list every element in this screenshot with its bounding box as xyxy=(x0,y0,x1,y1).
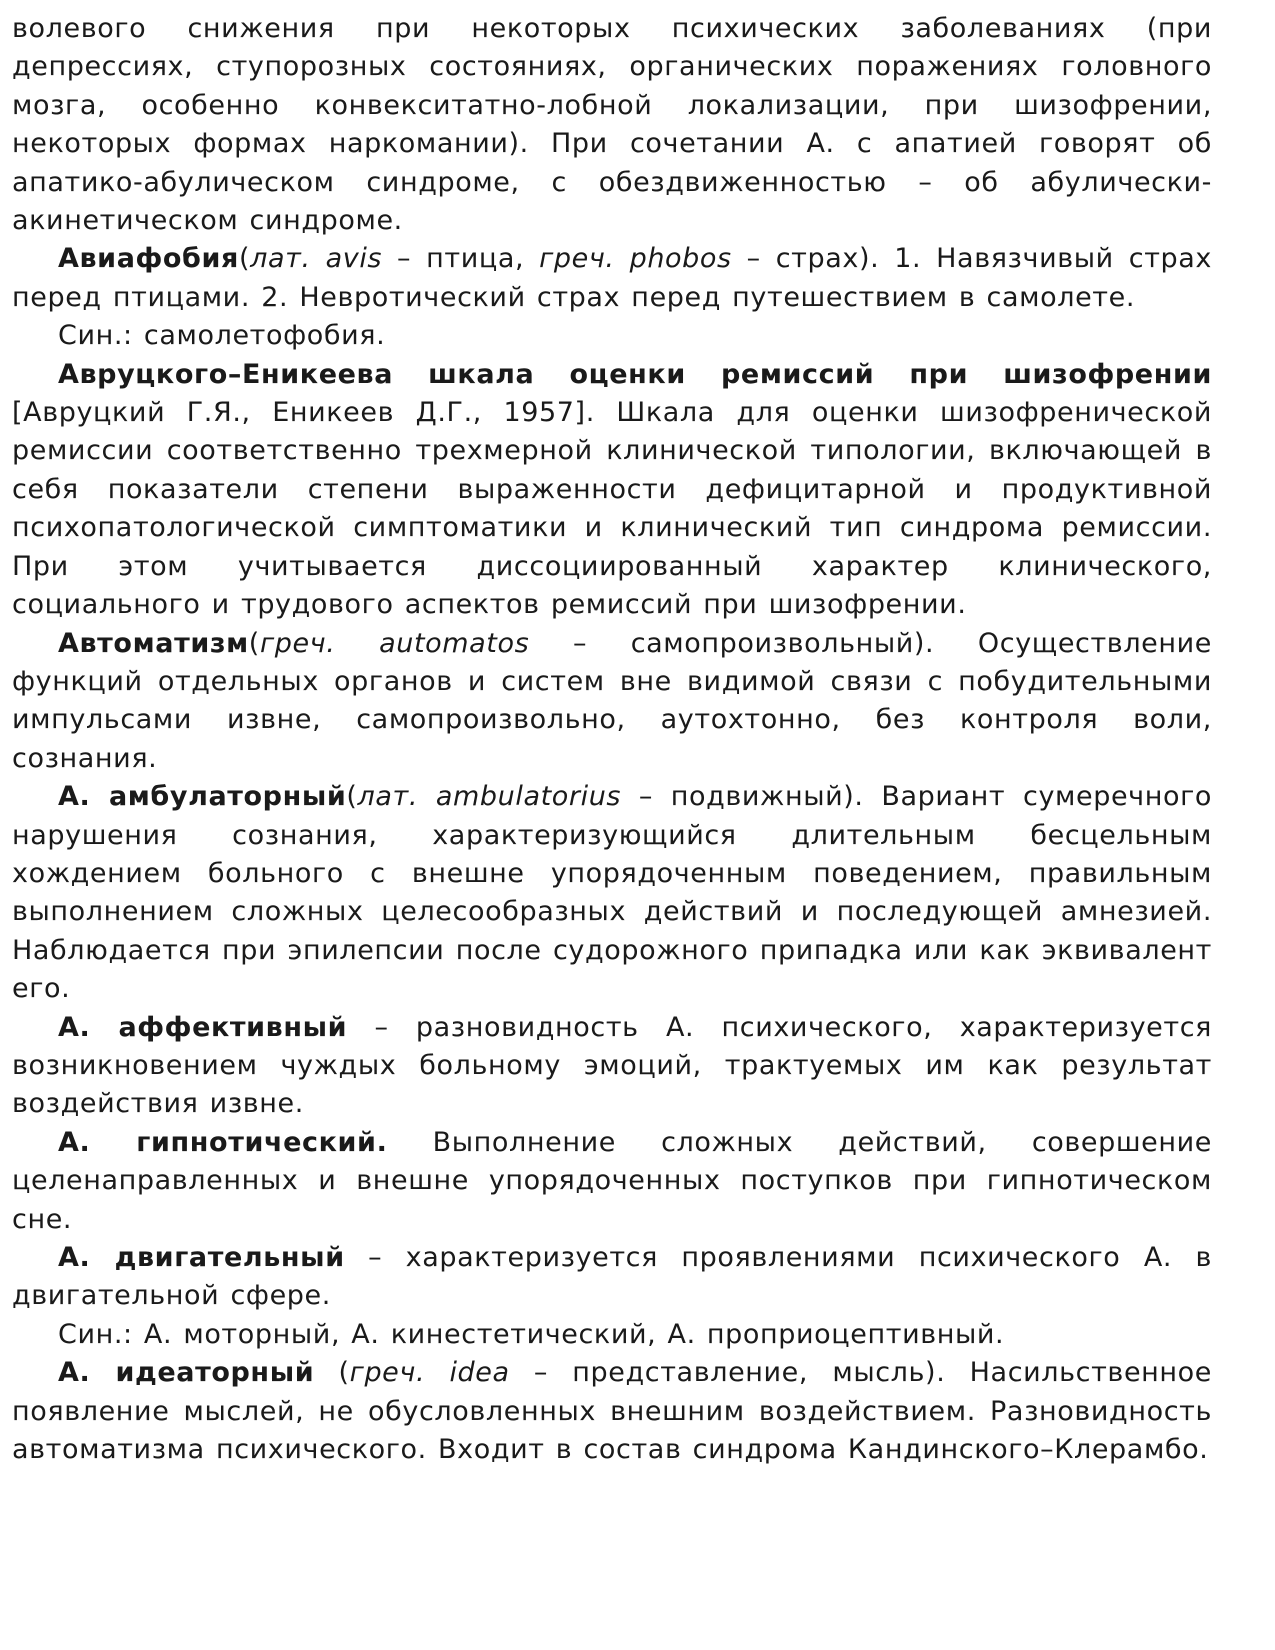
entry-ideatory: А. идеаторный (греч. idea – представление, мысль). Насильственное появление мыслей, не обусловленных внешним воздействием. Разновидность автоматизма психического. Входит в состав синдрома Кандинского–Клерамбо. xyxy=(12,1357,1212,1466)
entry-text: – птица, xyxy=(382,243,540,275)
entry-ambulatory: А. амбулаторный(лат. ambulatorius – подвижный). Вариант сумеречного нарушения сознания, характеризующийся длительным бесцельным хождением больного с внешне упорядоченным поведением, правильным выполнением сложных целесообразных действий и последующей амнезией. Наблюдается при эпилепсии после судорожного припадка или как эквивалент его. xyxy=(12,781,1212,1005)
entry-term: Автоматизм xyxy=(58,627,249,659)
entry-term: А. аффективный xyxy=(58,1011,348,1043)
paragraph-continuation: волевого снижения при некоторых психических заболеваниях (при депрессиях, ступорозных состояниях, органических поражениях головного мозга, особенно конвекситатно-лобной локализации, при шизофрении, некоторых формах наркомании). При сочетании А. с апатией говорят об апатико-абулическом синдроме, с обездвиженностью – об абулически-акинетическом синдроме. xyxy=(12,13,1212,237)
entry-term: Авиафобия xyxy=(58,243,239,275)
entry-affective xyxy=(12,1009,1212,1124)
entry-avrutsky-scale xyxy=(12,356,1212,625)
entry-hypnotic xyxy=(12,1124,1212,1239)
language-label: лат. xyxy=(250,243,311,275)
entry-text: – разновидность А. психического, характеризуется возникновением чуждых больному эмоций, трактуемых им как результат воздействия извне. xyxy=(12,1011,1213,1120)
entry-term: А. гипнотический. xyxy=(58,1126,388,1158)
entry-term: А. двигательный xyxy=(58,1242,345,1273)
etymology-word: phobos xyxy=(629,243,732,275)
entry-term: А. амбулаторный xyxy=(58,781,347,813)
etymology-word: ambulatorius xyxy=(435,781,622,813)
language-label: греч. xyxy=(539,243,615,275)
entry-aviafobia: Авиафобия(лат. avis – птица, греч. phobos – страх). 1. Навязчивый страх перед птицами. 2. Невротический страх перед путешествием в самолете. xyxy=(12,243,1212,313)
etymology-word: idea xyxy=(449,1357,510,1389)
entry-text: – характеризуется проявлениями психического А. в двигательной сфере. xyxy=(12,1242,1212,1312)
language-label: греч. xyxy=(349,1357,426,1389)
entry-text: – самопроизвольный). Осуществление функций отдельных органов и систем вне видимой связи с побудительными импульсами извне, самопроизвольно, аутохтонно, без контроля воли, сознания. xyxy=(12,627,1212,774)
synonym-line: Син.: А. моторный, А. кинестетический, А. проприоцептивный. xyxy=(58,1318,1005,1350)
synonym-line: Син.: самолетофобия. xyxy=(58,320,386,352)
entry-term: А. идеаторный xyxy=(58,1357,315,1389)
language-label: лат. xyxy=(357,781,419,813)
language-label: греч. xyxy=(259,627,336,659)
entry-text: – представление, мысль). Насильственное появление мыслей, не обусловленных внешним воздействием. Разновидность автоматизма психического. Входит в состав синдрома Кандинского–Клерамбо. xyxy=(12,1357,1212,1466)
entry-text: – страх). 1. Навязчивый страх перед птицами. 2. Невротический страх перед путешествием в самолете. xyxy=(12,243,1212,313)
entry-text: Выполнение сложных действий, совершение целенаправленных и внешне упорядоченных поступков при гипнотическом сне. xyxy=(12,1126,1212,1235)
etymology-word: automatos xyxy=(379,627,530,659)
entry-text: [Авруцкий Г.Я., Еникеев Д.Г., 1957]. Шкала для оценки шизофренической ремиссии соответственно трехмерной клинической типологии, включающей в себя показатели степени выраженности дефицитарной и продуктивной психопатологической симптоматики и клинический тип синдрома ремиссии. При этом учитывается диссоциированный характер клинического, социального и трудового аспектов ремиссий при шизофрении. xyxy=(12,397,1212,621)
entry-text: – подвижный). Вариант сумеречного нарушения сознания, характеризующийся длительным бесцельным хождением больного с внешне упорядоченным поведением, правильным выполнением сложных целесообразных действий и последующей амнезией. Наблюдается при эпилепсии после судорожного припадка или как эквивалент его. xyxy=(12,781,1212,1005)
entry-term: Авруцкого–Еникеева шкала оценки ремиссий при шизофрении xyxy=(58,358,1212,390)
etymology-word: avis xyxy=(325,243,383,275)
entry-avtomatizm: Автоматизм(греч. automatos – самопроизвольный). Осуществление функций отдельных органов и систем вне видимой связи с побудительными импульсами извне, самопроизвольно, аутохтонно, без контроля воли, сознания. xyxy=(12,627,1212,774)
entry-motor xyxy=(12,1239,1212,1316)
